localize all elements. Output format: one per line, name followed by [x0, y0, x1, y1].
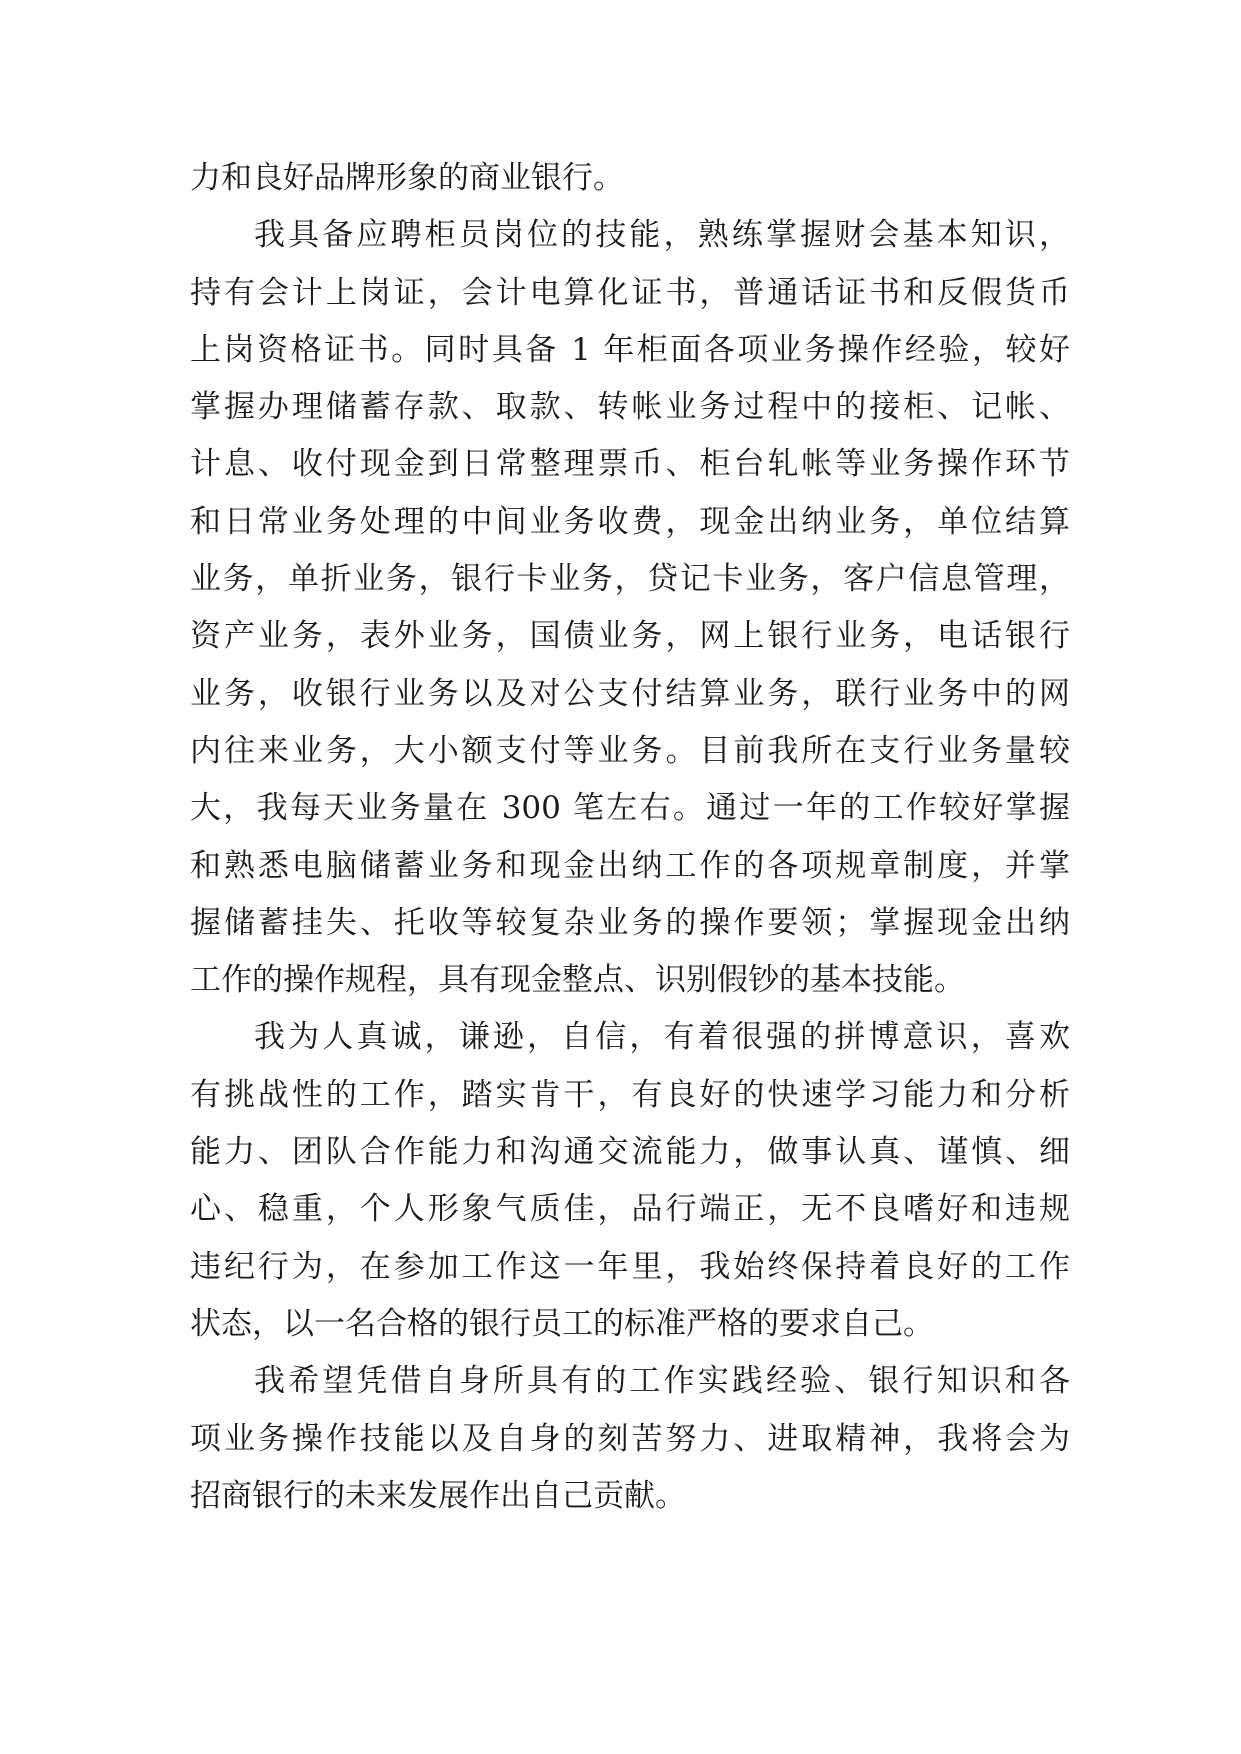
- text-line: 上岗资格证书。同时具备 1 年柜面各项业务操作经验，较好: [190, 331, 1070, 368]
- text-line: 有挑战性的工作，踏实肯干，有良好的快速学习能力和分析: [190, 1076, 1070, 1113]
- text-line: 握储蓄挂失、托收等较复杂业务的操作要领；掌握现金出纳: [190, 904, 1070, 941]
- text-line: 违纪行为，在参加工作这一年里，我始终保持着良好的工作: [190, 1248, 1070, 1285]
- paragraph-start-line: 我希望凭借自身所具有的工作实践经验、银行知识和各: [254, 1363, 1070, 1400]
- text-line: 和熟悉电脑储蓄业务和现金出纳工作的各项规章制度，并掌: [190, 847, 1070, 884]
- text-line: 工作的操作规程，具有现金整点、识别假钞的基本技能。: [190, 962, 965, 999]
- text-line: 业务，单折业务，银行卡业务，贷记卡业务，客户信息管理，: [190, 561, 1070, 598]
- text-line: 心、稳重，个人形象气质佳，品行端正，无不良嗜好和违规: [190, 1191, 1070, 1228]
- text-line: 状态，以一名合格的银行员工的标准严格的要求自己。: [190, 1305, 934, 1342]
- text-line: 和日常业务处理的中间业务收费，现金出纳业务，单位结算: [190, 503, 1070, 540]
- text-line: 内往来业务，大小额支付等业务。目前我所在支行业务量较: [190, 732, 1070, 769]
- paragraph-start-line: 我具备应聘柜员岗位的技能，熟练掌握财会基本知识，: [254, 217, 1070, 254]
- text-line: 力和良好品牌形象的商业银行。: [190, 160, 624, 196]
- text-line: 业务，收银行业务以及对公支付结算业务，联行业务中的网: [190, 675, 1070, 712]
- text-line: 项业务操作技能以及自身的刻苦努力、进取精神，我将会为: [190, 1420, 1070, 1457]
- text-line: 掌握办理储蓄存款、取款、转帐业务过程中的接柜、记帐、: [190, 389, 1070, 426]
- text-line: 大，我每天业务量在 300 笔左右。通过一年的工作较好掌握: [190, 790, 1070, 827]
- paragraph-start-line: 我为人真诚，谦逊，自信，有着很强的拼博意识，喜欢: [254, 1019, 1070, 1056]
- letter-body: [190, 150, 1070, 1525]
- text-line: 招商银行的未来发展作出自己贡献。: [190, 1477, 686, 1514]
- text-line: 计息、收付现金到日常整理票币、柜台轧帐等业务操作环节: [190, 446, 1070, 483]
- text-line: 能力、团队合作能力和沟通交流能力，做事认真、谨慎、细: [190, 1134, 1070, 1171]
- text-line: 持有会计上岗证，会计电算化证书，普通话证书和反假货币: [190, 274, 1070, 311]
- text-line: 资产业务，表外业务，国债业务，网上银行业务，电话银行: [190, 618, 1070, 655]
